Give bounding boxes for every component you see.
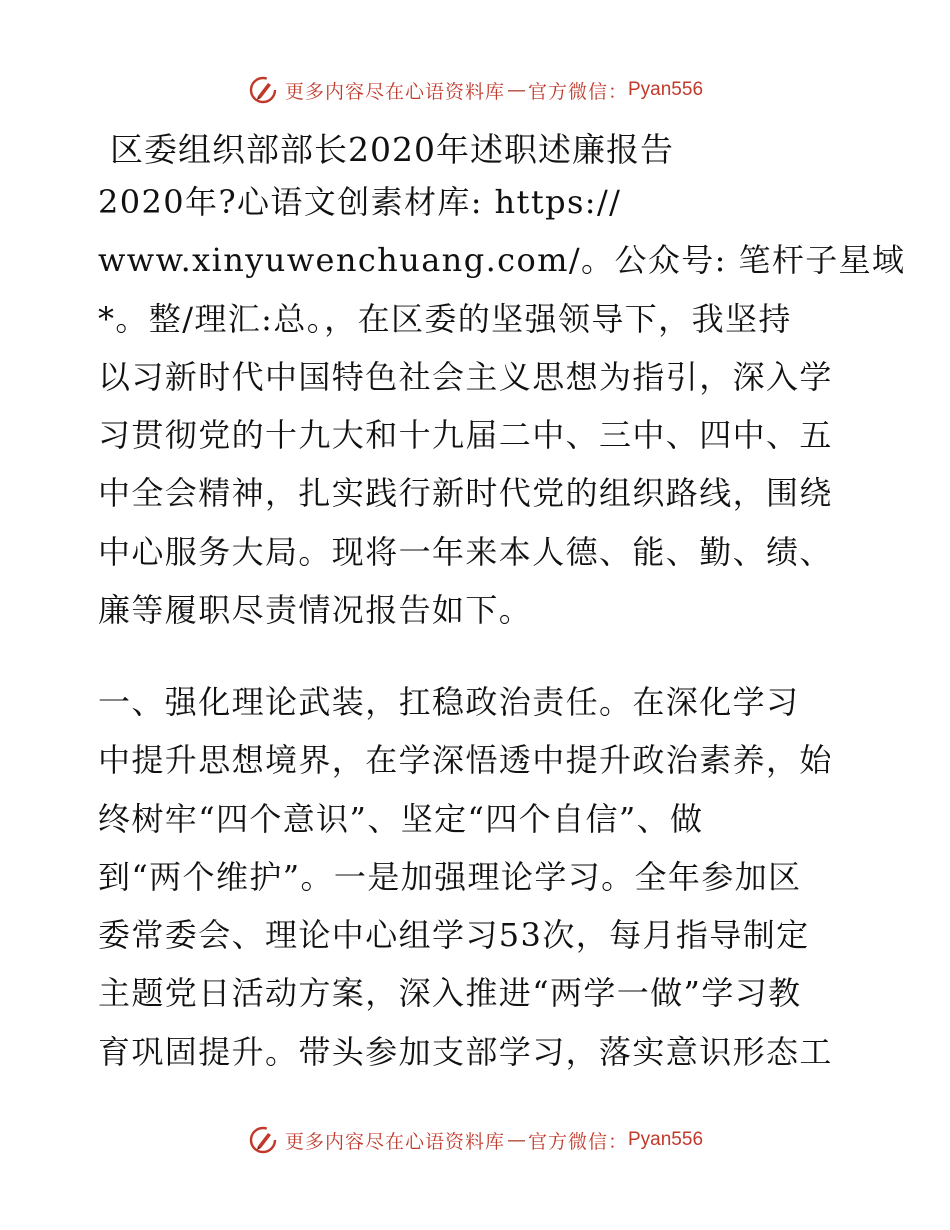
text-line: 委常委会、理论中心组学习53次，每月指导制定 — [98, 916, 810, 955]
banner-wechat-label: 官方微信： — [527, 80, 628, 103]
text-line: 廉等履职尽责情况报告如下。 — [98, 591, 533, 630]
text-line: 2020年?心语文创素材库: https:// — [98, 183, 622, 221]
pen-logo-icon — [247, 74, 279, 106]
banner-dash: — — [506, 79, 526, 101]
text-line: 主题党日活动方案，深入推进“两学一做”学习教 — [98, 974, 802, 1013]
text-line: 一、强化理论武装，扛稳政治责任。在深化学习 — [98, 683, 800, 721]
footer-banner — [0, 1120, 950, 1160]
paragraph-section-one — [98, 673, 858, 1081]
paragraph-intro — [98, 173, 906, 639]
banner-text: 更多内容尽在心语资料库 — [284, 80, 505, 103]
text-line: 习贯彻党的十九大和十九届二中、三中、四中、五 — [98, 416, 833, 455]
text-line: 中心服务大局。现将一年来本人德、能、勤、绩、 — [98, 532, 833, 571]
document-title: 区委组织部部长2020年述职述廉报告 — [110, 130, 674, 169]
pen-logo-icon — [247, 1124, 279, 1156]
banner-wechat-label: 官方微信： — [527, 1130, 628, 1153]
text-line: 中提升思想境界，在学深悟透中提升政治素养，始 — [98, 741, 833, 780]
banner-dash: — — [506, 1129, 526, 1151]
text-line: 中全会精神，扎实践行新时代党的组织路线，围绕 — [98, 474, 833, 513]
banner-wechat-id: Pyan556 — [628, 1129, 704, 1150]
text-line: 育巩固提升。带头参加支部学习，落实意识形态工 — [98, 1032, 833, 1071]
text-line: 终树牢“四个意识”、坚定“四个自信”、做 — [98, 799, 704, 838]
header-banner — [0, 70, 950, 110]
text-line: 以习新时代中国特色社会主义思想为指引，深入学 — [98, 357, 833, 396]
banner-text: 更多内容尽在心语资料库 — [284, 1130, 505, 1153]
text-line: www.xinyuwenchuang.com/。公众号: 笔杆子星域 — [98, 241, 906, 280]
text-line: *。整/理汇:总。，在区委的坚强领导下，我坚持 — [98, 299, 792, 338]
text-line: 到“两个维护”。一是加强理论学习。全年参加区 — [98, 857, 802, 896]
banner-wechat-id: Pyan556 — [628, 79, 704, 100]
